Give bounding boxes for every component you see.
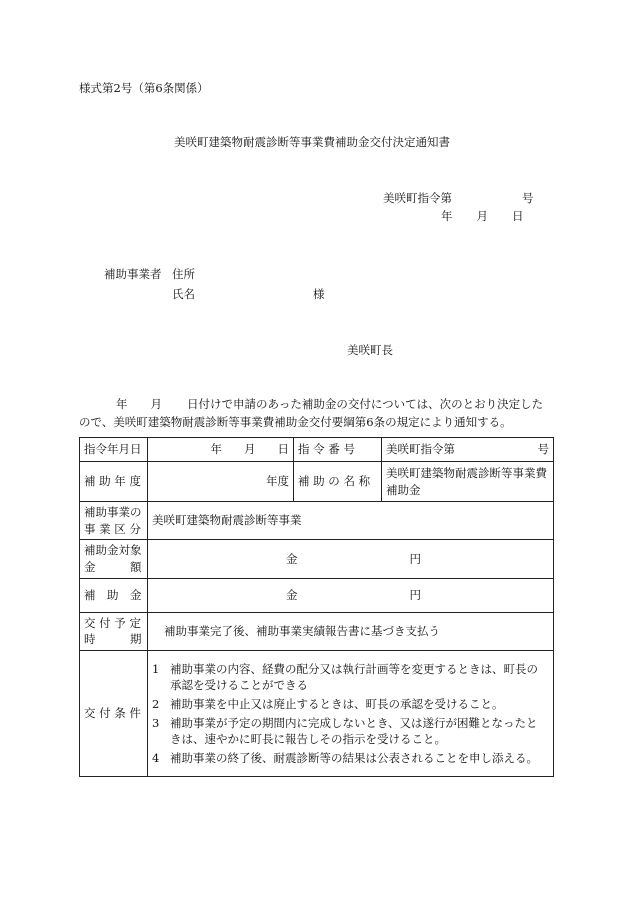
subsidy-amount-value (148, 578, 554, 612)
table-row (80, 502, 554, 540)
project-category-label (80, 502, 148, 540)
table-row (80, 578, 554, 612)
condition-number: 4 (152, 750, 160, 765)
recipient-role: 補助事業者 (104, 267, 162, 281)
order-date-month: 月 (244, 442, 256, 457)
ref-number-prefix: 美咲町指令第 (383, 191, 452, 205)
eligible-amount-label-2: 金 額 (84, 560, 142, 575)
project-category-label-1: 補助事業の (84, 505, 142, 519)
body-line-2: ので、美咲町建築物耐震診断等事業費補助金交付要綱第6条の規定により通知する。 (79, 415, 512, 429)
table-row (80, 540, 554, 578)
order-number-suffix: 号 (537, 442, 549, 457)
body-line1-text: 日付けで申請のあった補助金の交付については、次のとおり決定した (187, 397, 544, 411)
order-date-day: 日 (277, 442, 289, 457)
eligible-amount-kin: 金 (286, 551, 298, 566)
subsidy-amount-kin: 金 (286, 587, 298, 602)
eligible-amount-label (80, 540, 148, 578)
order-date-year: 年 (210, 442, 222, 457)
condition-number: 3 (152, 715, 160, 730)
body-line-1 (116, 398, 543, 412)
table-row (80, 438, 554, 462)
table-row (80, 462, 554, 502)
order-number-prefix: 美咲町指令第 (386, 442, 455, 457)
fiscal-year-value: 年度 (148, 462, 294, 502)
project-category-label-2: 事 業 区 分 (84, 521, 141, 536)
document-title: 美咲町建築物耐震診断等事業費補助金交付決定通知書 (174, 135, 450, 149)
subsidy-name-value: 美咲町建築物耐震診断等事業費補助金 (382, 462, 554, 502)
recipient-address-label: 住所 (172, 267, 195, 281)
condition-item (152, 695, 549, 714)
body-month: 月 (150, 397, 162, 411)
condition-item (152, 714, 549, 749)
order-date-label: 指令年月日 (80, 438, 148, 462)
form-number: 様式第2号（第6条関係） (79, 81, 209, 95)
recipient-name-label: 氏名 (172, 287, 195, 301)
table-row (80, 651, 554, 777)
body-year: 年 (116, 397, 128, 411)
eligible-amount-label-1: 補助金対象 (84, 543, 142, 558)
ref-date-day: 日 (512, 209, 524, 223)
subsidy-amount-label: 補 助 金 (80, 578, 148, 612)
subsidy-name-label: 補 助 の 名 称 (294, 462, 382, 502)
condition-number: 1 (152, 661, 160, 676)
condition-text: 補助事業を中止又は廃止するときは、町長の承認を受けること。 (170, 696, 504, 711)
subsidy-amount-en: 円 (409, 587, 421, 602)
condition-item (152, 749, 549, 768)
recipient-honorific: 様 (313, 287, 325, 301)
project-category-value: 美咲町建築物耐震診断等事業 (148, 502, 554, 540)
eligible-amount-en: 円 (409, 551, 421, 566)
payment-timing-label-1: 交 付 予 定 (84, 615, 141, 630)
payment-timing-value (148, 612, 554, 650)
order-date-value (148, 438, 294, 462)
fiscal-year-label: 補 助 年 度 (80, 462, 148, 502)
reference-number (383, 192, 534, 206)
order-number-value (382, 438, 554, 462)
conditions-label: 交 付 条 件 (80, 651, 148, 777)
condition-text: 補助事業の内容、経費の配分又は執行計画等を変更するときは、町長の承認を受けることができる (170, 661, 538, 693)
sender: 美咲町長 (347, 343, 393, 357)
ref-number-suffix: 号 (522, 191, 534, 205)
conditions-list (148, 651, 554, 777)
decision-table (79, 437, 554, 777)
condition-number: 2 (152, 696, 160, 711)
order-number-label: 指 令 番 号 (294, 438, 382, 462)
condition-item (152, 660, 549, 695)
ref-date-month: 月 (476, 209, 488, 223)
condition-text: 補助事業の終了後、耐震診断等の結果は公表されることを申し添える。 (170, 750, 538, 765)
payment-timing-text: 補助事業完了後、補助事業実績報告書に基づき支払う (164, 624, 440, 639)
table-row (80, 612, 554, 650)
ref-date-year: 年 (441, 209, 453, 223)
reference-date (441, 210, 524, 224)
payment-timing-label-2: 時 期 (84, 632, 142, 647)
condition-text: 補助事業が予定の期間内に完成しないとき、又は遂行が困難となったときは、速やかに町長に報告しその指示を受けること。 (170, 715, 538, 747)
eligible-amount-value (148, 540, 554, 578)
payment-timing-label (80, 612, 148, 650)
